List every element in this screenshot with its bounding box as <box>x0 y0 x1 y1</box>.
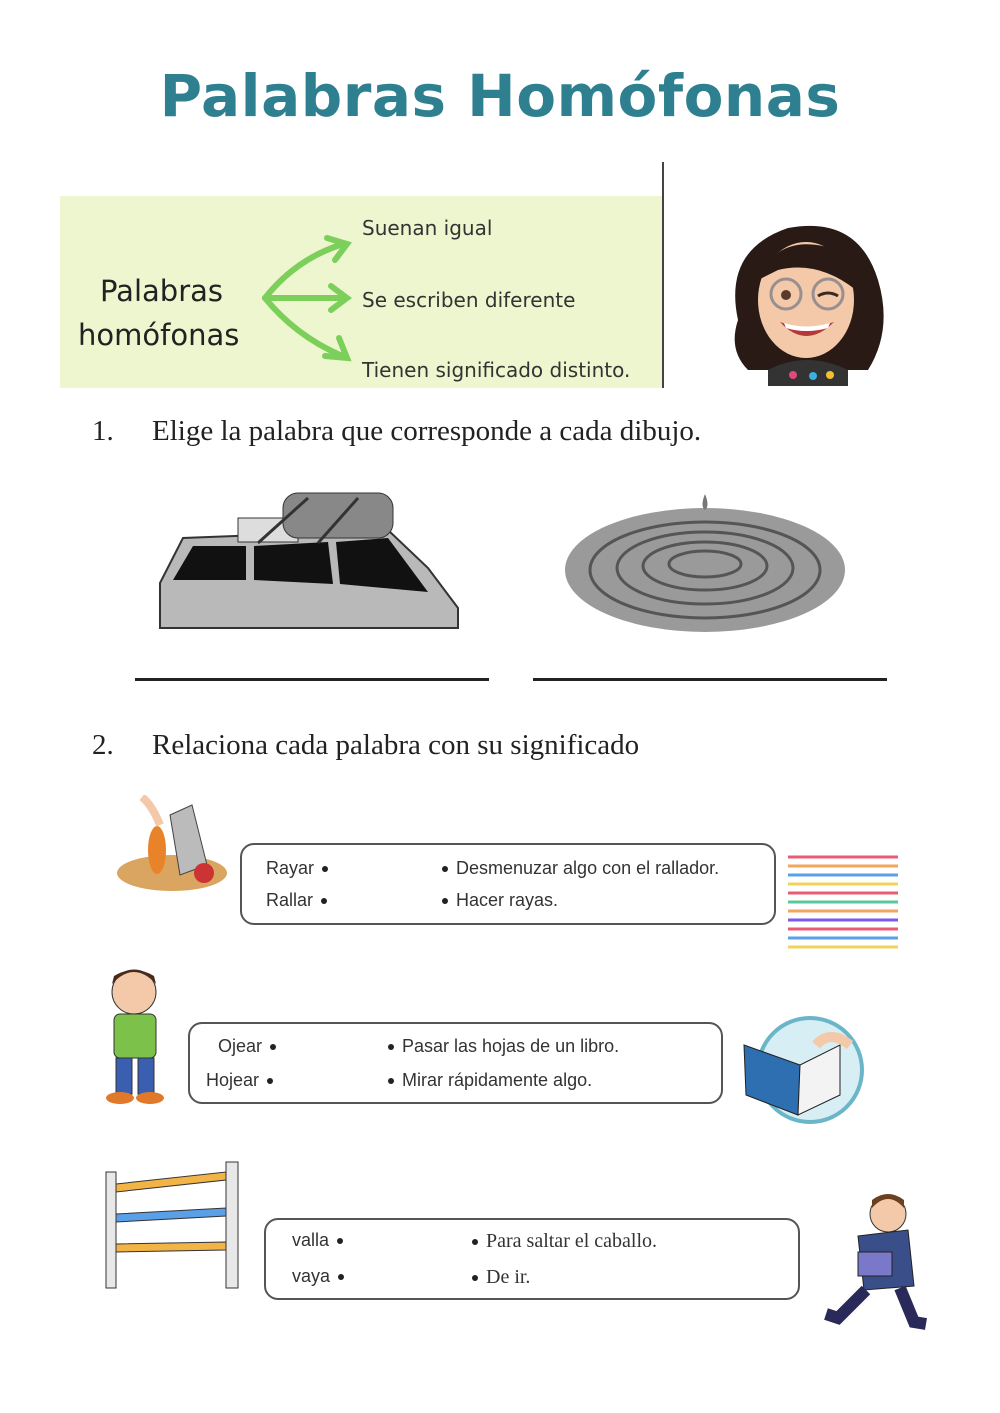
match-box-3 <box>264 1218 800 1300</box>
concept-item-meaning: Tienen significado distinto. <box>362 358 631 382</box>
car-with-luggage-icon <box>158 488 462 633</box>
open-book-icon <box>740 1015 866 1125</box>
match-3-word-1: valla <box>292 1230 330 1250</box>
answer-line-car[interactable] <box>135 678 489 681</box>
puddle-icon <box>560 492 850 637</box>
question-2-number: 2. <box>92 729 114 761</box>
match-2-meaning-1-dot[interactable] <box>388 1044 394 1050</box>
match-2-meaning-1: Pasar las hojas de un libro. <box>402 1036 620 1056</box>
match-2-meaning-2-dot[interactable] <box>388 1078 394 1084</box>
match-2-word-1-dot[interactable] <box>270 1044 276 1050</box>
match-3-meaning-2-dot[interactable] <box>472 1275 478 1281</box>
concept-arrows-icon <box>255 220 365 370</box>
match-1-word-1-dot[interactable] <box>322 866 328 872</box>
concept-word-line2: homófonas <box>78 318 240 352</box>
boy-looking-icon <box>94 964 174 1106</box>
grater-icon <box>112 795 232 895</box>
question-2-text: Relaciona cada palabra con su significado <box>152 729 640 761</box>
match-1-word-2: Rallar <box>266 890 314 910</box>
question-1-text: Elige la palabra que corresponde a cada dibujo. <box>152 415 702 447</box>
walking-man-icon <box>818 1190 932 1334</box>
match-box-1 <box>240 843 776 925</box>
match-3-word-2: vaya <box>292 1266 331 1286</box>
match-1-meaning-1-dot[interactable] <box>442 866 448 872</box>
page-title: Palabras Homófonas <box>159 62 841 130</box>
match-3-meaning-1-dot[interactable] <box>472 1239 478 1245</box>
match-2-word-1: Ojear <box>218 1036 263 1056</box>
divider-line <box>662 162 664 388</box>
match-3-meaning-1: Para saltar el caballo. <box>486 1230 658 1252</box>
match-box-2 <box>188 1022 723 1104</box>
question-2 <box>92 729 639 762</box>
concept-word-line1: Palabras <box>100 274 223 308</box>
match-3-meaning-2: De ir. <box>486 1266 531 1288</box>
match-1-meaning-2: Hacer rayas. <box>456 890 559 910</box>
match-1-word-2-dot[interactable] <box>321 898 327 904</box>
match-3-word-2-dot[interactable] <box>338 1274 344 1280</box>
colored-lines-icon <box>786 852 900 952</box>
fence-hurdle-icon <box>98 1156 250 1294</box>
match-1-meaning-1: Desmenuzar algo con el rallador. <box>456 858 720 878</box>
answer-line-puddle[interactable] <box>533 678 887 681</box>
match-2-meaning-2: Mirar rápidamente algo. <box>402 1070 593 1090</box>
match-1-word-1: Rayar <box>266 858 315 878</box>
match-2-word-2: Hojear <box>206 1070 260 1090</box>
question-1 <box>92 415 701 448</box>
match-2-word-2-dot[interactable] <box>267 1078 273 1084</box>
concept-item-sound: Suenan igual <box>362 216 493 240</box>
question-1-number: 1. <box>92 415 114 447</box>
concept-item-spelling: Se escriben diferente <box>362 288 576 312</box>
match-3-word-1-dot[interactable] <box>337 1238 343 1244</box>
teacher-avatar-icon <box>718 210 898 386</box>
match-1-meaning-2-dot[interactable] <box>442 898 448 904</box>
